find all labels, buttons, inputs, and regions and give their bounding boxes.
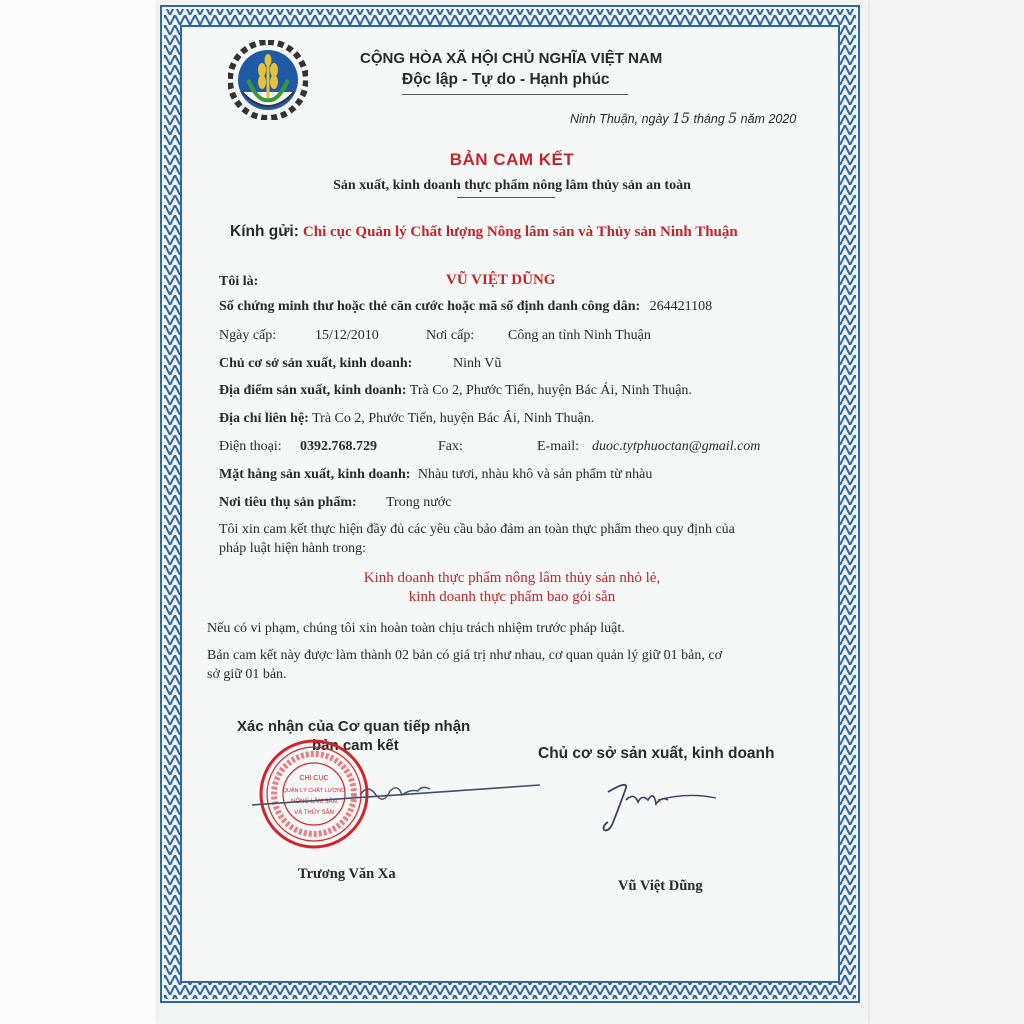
issue-date-value: 15/12/2010 — [315, 328, 379, 343]
date-month: 5 — [728, 111, 738, 127]
date-prefix: Ninh Thuận, ngày — [570, 112, 669, 126]
name-label: Tôi là: — [219, 274, 259, 289]
location-line — [219, 383, 692, 399]
products-value: Nhàu tươi, nhàu khô và sản phẩm từ nhàu — [417, 467, 653, 482]
owner-label: Chủ cơ sở sản xuất, kinh doanh: — [219, 356, 413, 371]
recipient-value: Chi cục Quản lý Chất lượng Nông lâm sản và Thủy sản Ninh Thuận — [302, 224, 738, 240]
recipient-label: Kính gửi: — [230, 223, 299, 240]
owner-value: Ninh Vũ — [453, 356, 502, 371]
receiver-title-line-1: Xác nhận của Cơ quan tiếp nhận — [237, 718, 471, 735]
document-date — [570, 111, 796, 127]
commit-line-2: pháp luật hiện hành trong: — [219, 541, 366, 556]
products-line — [219, 467, 652, 483]
stamp-line-3: NÔNG LÂM SẢN — [290, 799, 338, 805]
motto-underline — [402, 94, 628, 95]
email-label: E-mail: — [537, 439, 579, 454]
receiver-signature — [250, 765, 540, 820]
owner-title: Chủ cơ sở sản xuất, kinh doanh — [538, 745, 775, 762]
motto: Độc lập - Tự do - Hạnh phúc — [402, 71, 610, 88]
email-value: duoc.tytphuoctan@gmail.com — [592, 439, 761, 454]
phone-label: Điện thoại: — [219, 439, 282, 454]
copies-line-2: sở giữ 01 bản. — [207, 667, 287, 682]
recipient-line — [230, 223, 738, 241]
scope-line-2: kinh doanh thực phẩm bao gói sẵn — [408, 589, 616, 605]
market-value: Trong nước — [386, 495, 452, 510]
market-label: Nơi tiêu thụ sản phẩm: — [219, 495, 357, 510]
date-day: 15 — [672, 111, 690, 127]
date-month-label: tháng — [693, 112, 725, 126]
stamp-line-4: VÀ THỦY SẢN — [294, 810, 334, 816]
scope-line-1: Kinh doanh thực phẩm nông lâm thủy sản nhỏ lẻ, — [363, 570, 661, 586]
issue-place-label: Nơi cấp: — [426, 328, 475, 343]
id-line — [219, 299, 712, 315]
contact-value: Trà Co 2, Phước Tiến, huyện Bác Ái, Ninh Thuận. — [312, 411, 595, 426]
violation-text: Nếu có vi phạm, chúng tôi xin hoàn toàn chịu trách nhiệm trước pháp luật. — [207, 621, 625, 636]
receiver-title-line-2: bản cam kết — [312, 737, 399, 754]
contact-line — [219, 411, 594, 427]
id-label: Số chứng minh thư hoặc thẻ căn cước hoặc mã số định danh công dân: — [219, 299, 641, 314]
issue-date-label: Ngày cấp: — [219, 328, 277, 343]
owner-signature — [598, 770, 728, 840]
commit-line-1: Tôi xin cam kết thực hiện đầy đủ các yêu cầu bảo đảm an toàn thực phẩm theo quy định của — [219, 522, 735, 537]
copies-line-1: Bản cam kết này được làm thành 02 bản có giá trị như nhau, cơ quan quản lý giữ 01 bản, cơ — [207, 648, 723, 663]
contact-label: Địa chỉ liên hệ: — [219, 411, 309, 426]
issue-place-value: Công an tỉnh Ninh Thuận — [508, 328, 651, 343]
stamp-line-1: CHI CỤC — [299, 775, 329, 782]
stamp-line-2: QUẢN LÝ CHẤT LƯỢNG — [282, 788, 346, 794]
page-subtitle: Sản xuất, kinh doanh thực phẩm nông lâm thủy sản an toàn — [333, 178, 691, 193]
country-name: CỘNG HÒA XÃ HỘI CHỦ NGHĨA VIỆT NAM — [360, 50, 663, 67]
owner-name: Vũ Việt Dũng — [618, 878, 703, 894]
fax-label: Fax: — [438, 439, 463, 454]
location-label: Địa điểm sản xuất, kinh doanh: — [219, 383, 407, 398]
location-value: Trà Co 2, Phước Tiến, huyện Bác Ái, Ninh Thuận. — [409, 383, 692, 398]
page-title: BẢN CAM KẾT — [449, 150, 575, 169]
phone-value: 0392.768.729 — [300, 439, 377, 454]
receiver-name: Trương Văn Xa — [298, 866, 396, 882]
id-value: 264421108 — [649, 299, 713, 314]
name-value: VŨ VIỆT DŨNG — [446, 272, 556, 288]
ministry-logo-icon — [228, 40, 308, 120]
subtitle-underline — [457, 197, 555, 198]
date-year: năm 2020 — [740, 112, 797, 126]
products-label: Mặt hàng sản xuất, kinh doanh: — [219, 467, 411, 482]
